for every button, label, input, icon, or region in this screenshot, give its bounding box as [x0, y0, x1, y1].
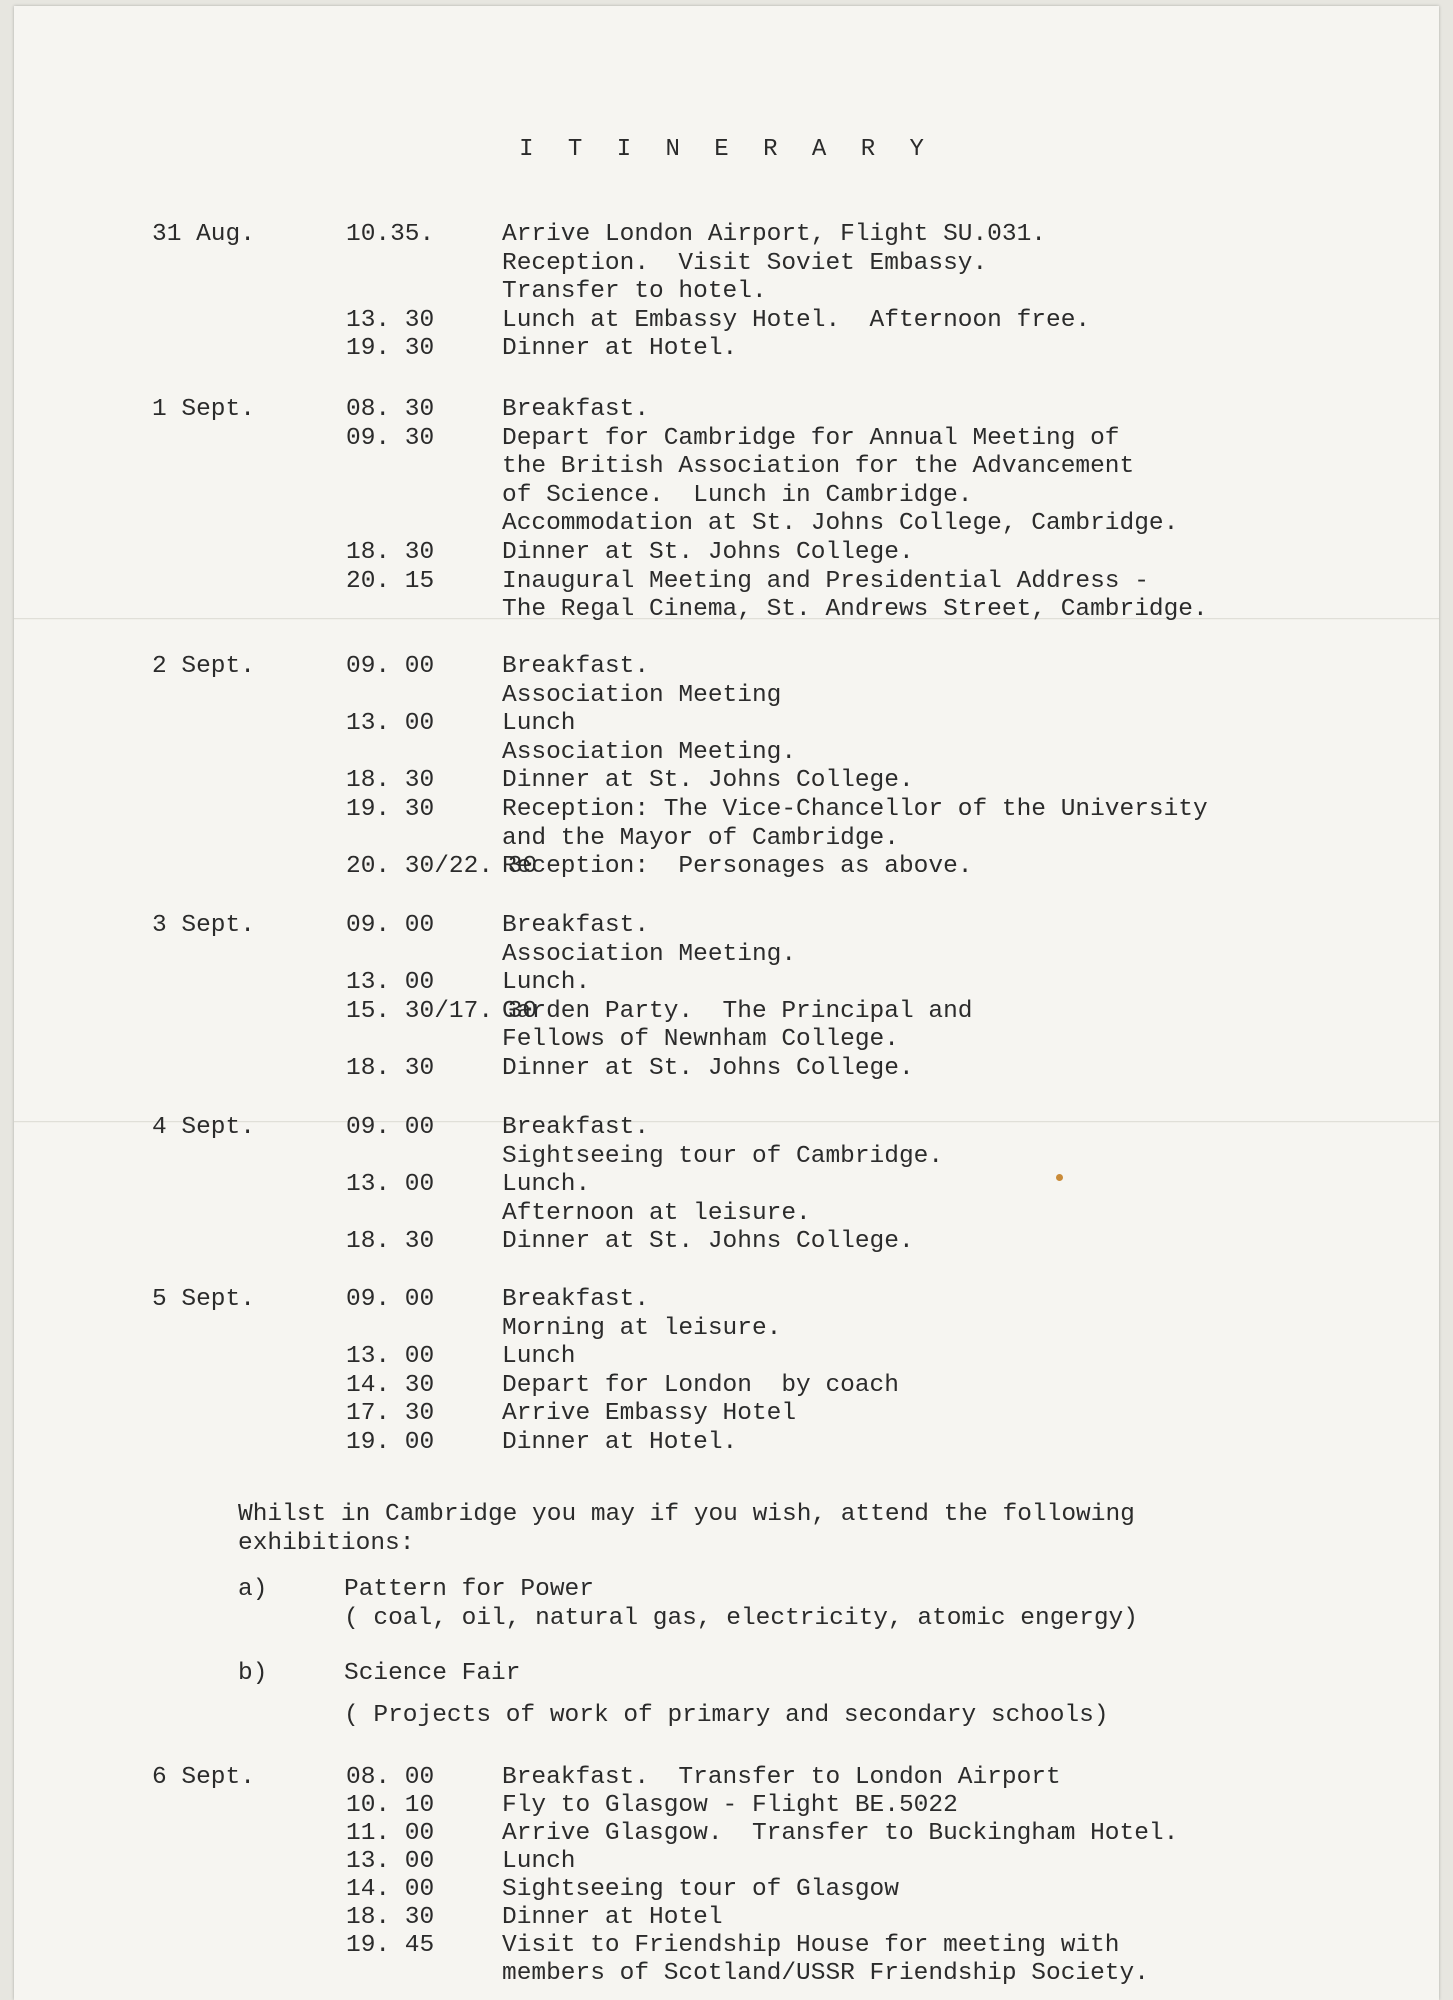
entry-description: The Regal Cinema, St. Andrews Street, Cambridge. — [502, 596, 1208, 624]
entry-time: 20. 15 — [346, 567, 435, 595]
entry-description: Dinner at St. Johns College. — [502, 767, 914, 795]
entry-description: Association Meeting. — [502, 738, 797, 766]
entry-description: Sightseeing tour of Cambridge. — [502, 1142, 944, 1170]
entry-description: Fly to Glasgow - Flight BE.5022 — [502, 1792, 958, 1819]
entry-time: 18. 30 — [346, 1904, 435, 1931]
entry-time: 17. 30 — [346, 1400, 435, 1428]
entry-description: and the Mayor of Cambridge. — [502, 824, 899, 852]
entry-time: 18. 30 — [346, 1228, 435, 1256]
entry-time: 09. 00 — [346, 1286, 435, 1313]
entry-time: 14. 00 — [346, 1876, 435, 1903]
exhibition-marker: b) — [238, 1660, 268, 1687]
entry-description: Lunch. — [502, 969, 591, 997]
entry-time: 13. 00 — [346, 710, 435, 738]
entry-description: Lunch — [502, 1343, 576, 1371]
entry-description: Breakfast. — [502, 653, 650, 680]
entry-time: 09. 30 — [346, 424, 435, 452]
entry-description: Dinner at St. Johns College. — [502, 1055, 914, 1082]
entry-time: 18. 30 — [346, 539, 435, 566]
entry-time: 18. 30 — [346, 767, 435, 795]
day-date: 5 Sept. — [152, 1286, 255, 1313]
entry-time: 10.35. — [346, 221, 435, 248]
entry-description: Lunch — [502, 1848, 576, 1875]
entry-description: Afternoon at leisure. — [502, 1199, 811, 1227]
entry-description: members of Scotland/USSR Friendship Society. — [502, 1960, 1149, 1987]
entry-description: Arrive Embassy Hotel — [502, 1400, 797, 1428]
entry-description: Arrive Glasgow. Transfer to Buckingham Hotel. — [502, 1820, 1179, 1847]
entry-description: Association Meeting. — [502, 940, 797, 968]
day-date: 4 Sept. — [152, 1114, 255, 1141]
entry-description: Depart for Cambridge for Annual Meeting of — [502, 424, 1120, 452]
entry-description: the British Association for the Advancement — [502, 453, 1135, 481]
entry-description: Association Meeting — [502, 681, 782, 709]
entry-description: Reception. Visit Soviet Embassy. — [502, 249, 988, 277]
entry-description: Breakfast. — [502, 1114, 650, 1141]
entry-time: 10. 10 — [346, 1792, 435, 1819]
entry-description: Accommodation at St. Johns College, Cambridge. — [502, 510, 1179, 538]
exhibition-line: ( Projects of work of primary and secondary schools) — [344, 1702, 1109, 1729]
entry-description: Lunch — [502, 710, 576, 738]
entry-description: Inaugural Meeting and Presidential Address - — [502, 567, 1149, 595]
exhibitions-intro: Whilst in Cambridge you may if you wish, attend the following — [238, 1501, 1135, 1528]
entry-time: 19. 30 — [346, 335, 435, 363]
entry-time: 14. 30 — [346, 1371, 435, 1399]
document-page — [14, 6, 1439, 2000]
entry-description: Breakfast. — [502, 912, 650, 939]
entry-description: Visit to Friendship House for meeting with — [502, 1932, 1120, 1959]
ink-spot — [1056, 1174, 1063, 1181]
entry-time: 15. 30/17. 30 — [346, 997, 538, 1025]
entry-description: Morning at leisure. — [502, 1314, 782, 1342]
entry-time: 09. 00 — [346, 912, 435, 939]
entry-description: Depart for London by coach — [502, 1371, 899, 1399]
entry-time: 13. 30 — [346, 306, 435, 334]
day-date: 31 Aug. — [152, 221, 255, 248]
entry-time: 09. 00 — [346, 653, 435, 680]
entry-time: 08. 00 — [346, 1764, 435, 1791]
entry-time: 19. 45 — [346, 1932, 435, 1959]
entry-description: Dinner at Hotel — [502, 1904, 723, 1931]
page-title: I T I N E R A R Y — [519, 136, 934, 163]
entry-description: Dinner at St. Johns College. — [502, 539, 914, 566]
day-date: 3 Sept. — [152, 912, 255, 939]
day-date: 1 Sept. — [152, 396, 255, 423]
entry-time: 13. 00 — [346, 1848, 435, 1875]
entry-time: 11. 00 — [346, 1820, 435, 1847]
entry-description: Dinner at Hotel. — [502, 335, 738, 363]
entry-time: 13. 00 — [346, 1171, 435, 1199]
entry-description: Lunch. — [502, 1171, 591, 1199]
entry-time: 13. 00 — [346, 969, 435, 997]
entry-time: 09. 00 — [346, 1114, 435, 1141]
entry-time: 13. 00 — [346, 1343, 435, 1371]
exhibition-marker: a) — [238, 1576, 268, 1603]
entry-description: Breakfast. — [502, 396, 650, 423]
entry-description: of Science. Lunch in Cambridge. — [502, 481, 973, 509]
entry-description: Fellows of Newnham College. — [502, 1026, 899, 1054]
entry-description: Dinner at Hotel. — [502, 1429, 738, 1456]
entry-time: 20. 30/22. 30 — [346, 853, 538, 881]
entry-description: Dinner at St. Johns College. — [502, 1228, 914, 1256]
entry-time: 19. 00 — [346, 1429, 435, 1456]
entry-description: Lunch at Embassy Hotel. Afternoon free. — [502, 306, 1091, 334]
day-date: 2 Sept. — [152, 653, 255, 680]
entry-time: 18. 30 — [346, 1055, 435, 1082]
exhibition-line: ( coal, oil, natural gas, electricity, atomic engergy) — [344, 1604, 1138, 1632]
entry-description: Arrive London Airport, Flight SU.031. — [502, 221, 1046, 248]
entry-description: Transfer to hotel. — [502, 278, 767, 306]
exhibition-line: Science Fair — [344, 1660, 521, 1687]
day-date: 6 Sept. — [152, 1764, 255, 1791]
entry-description: Breakfast. — [502, 1286, 650, 1313]
entry-description: Breakfast. Transfer to London Airport — [502, 1764, 1061, 1791]
exhibition-line: Pattern for Power — [344, 1576, 594, 1603]
entry-description: Reception: Personages as above. — [502, 853, 973, 881]
entry-time: 19. 30 — [346, 796, 435, 823]
entry-description: Reception: The Vice-Chancellor of the University — [502, 796, 1208, 823]
exhibitions-intro: exhibitions: — [238, 1529, 415, 1557]
entry-description: Sightseeing tour of Glasgow — [502, 1876, 899, 1903]
entry-description: Garden Party. The Principal and — [502, 997, 973, 1025]
entry-time: 08. 30 — [346, 396, 435, 423]
